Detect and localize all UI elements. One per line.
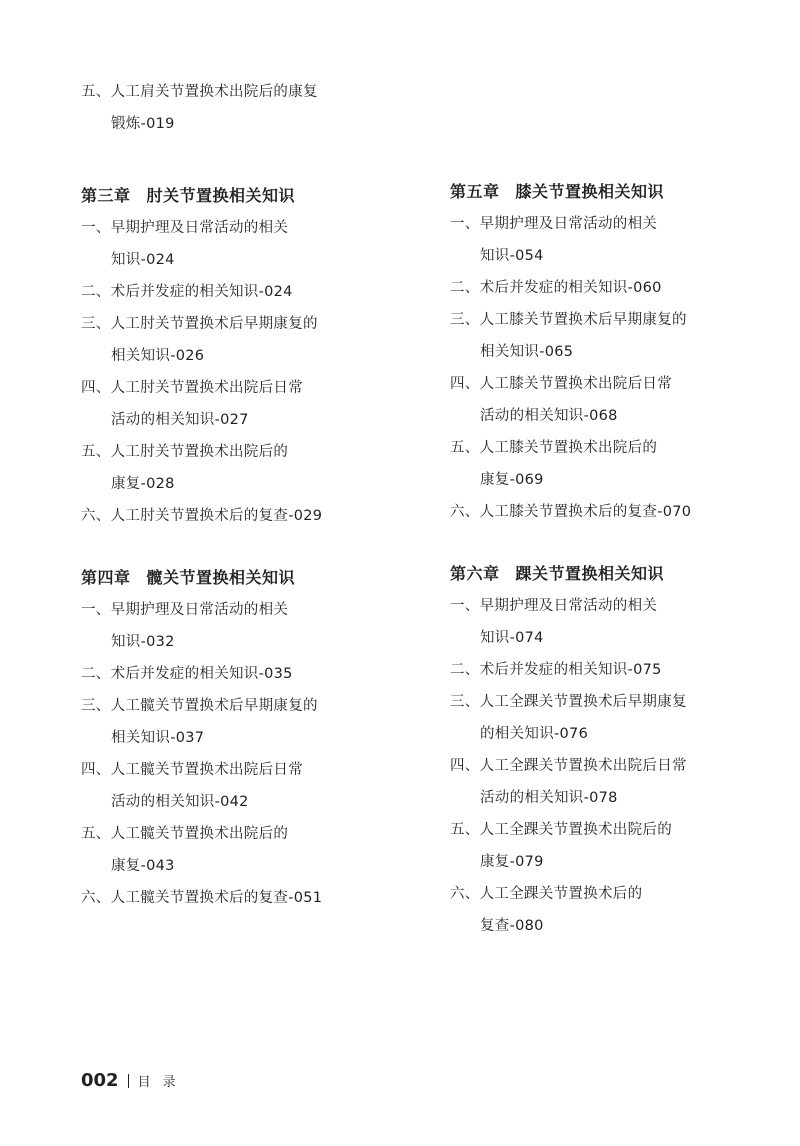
toc-entry[interactable] xyxy=(450,818,780,882)
chapter-title: 踝关节置换相关知识 xyxy=(515,564,665,583)
toc-entry[interactable] xyxy=(450,882,780,946)
toc-entry-line: 二、术后并发症的相关知识-075 xyxy=(450,662,662,678)
toc-entry-line: 六、人工髋关节置换术后的复查-051 xyxy=(81,890,323,906)
toc-entry[interactable] xyxy=(450,372,780,436)
toc-right-column xyxy=(450,180,780,946)
toc-entry-line: 一、早期护理及日常活动的相关 xyxy=(450,216,658,232)
toc-entry-line: 一、早期护理及日常活动的相关 xyxy=(450,598,658,614)
toc-entry[interactable] xyxy=(450,594,780,658)
toc-entry-line: 五、人工髋关节置换术出院后的 xyxy=(81,826,289,842)
toc-entry-line-cont: 康复-069 xyxy=(480,472,544,488)
toc-entry-line-cont: 活动的相关知识-042 xyxy=(111,794,249,810)
toc-entry-line-cont: 知识-054 xyxy=(480,248,544,264)
toc-entry-line: 二、术后并发症的相关知识-060 xyxy=(450,280,662,296)
toc-entry-line-cont: 锻炼-019 xyxy=(111,116,175,132)
toc-entry[interactable] xyxy=(81,822,411,886)
toc-entry-line: 四、人工膝关节置换术出院后日常 xyxy=(450,376,672,392)
toc-entry-line: 六、人工肘关节置换术后的复查-029 xyxy=(81,508,323,524)
footer-divider xyxy=(128,1074,129,1088)
footer-section-title: 目录 xyxy=(137,1075,188,1090)
chapter-number: 第五章 xyxy=(450,182,500,201)
page-number: 002 xyxy=(81,1070,119,1091)
chapter-heading-4[interactable] xyxy=(81,566,411,598)
chapter-number: 第四章 xyxy=(81,568,131,587)
toc-entry-line: 三、人工全踝关节置换术后早期康复 xyxy=(450,694,687,710)
chapter-number: 第三章 xyxy=(81,186,131,205)
toc-entry[interactable] xyxy=(81,598,411,662)
toc-entry-line-cont: 相关知识-065 xyxy=(480,344,574,360)
chapter-heading-3[interactable] xyxy=(81,184,411,216)
toc-entry-line: 三、人工髋关节置换术后早期康复的 xyxy=(81,698,318,714)
toc-entry[interactable] xyxy=(450,658,780,690)
toc-entry-line-cont: 相关知识-037 xyxy=(111,730,205,746)
toc-entry-line: 三、人工肘关节置换术后早期康复的 xyxy=(81,316,318,332)
toc-entry-line-cont: 知识-024 xyxy=(111,252,175,268)
toc-entry-top[interactable] xyxy=(81,80,411,144)
toc-entry-line-cont: 康复-079 xyxy=(480,854,544,870)
toc-entry[interactable] xyxy=(81,312,411,376)
toc-entry-line: 一、早期护理及日常活动的相关 xyxy=(81,602,289,618)
toc-entry-line-cont: 复查-080 xyxy=(480,918,544,934)
toc-entry-line-cont: 康复-043 xyxy=(111,858,175,874)
toc-entry-line: 四、人工髋关节置换术出院后日常 xyxy=(81,762,303,778)
toc-entry-line: 四、人工肘关节置换术出院后日常 xyxy=(81,380,303,396)
toc-entry[interactable] xyxy=(81,440,411,504)
toc-entry-line: 六、人工全踝关节置换术后的 xyxy=(450,886,643,902)
toc-entry[interactable] xyxy=(450,436,780,500)
toc-entry[interactable] xyxy=(81,662,411,694)
toc-entry-line: 四、人工全踝关节置换术出院后日常 xyxy=(450,758,687,774)
chapter-heading-6[interactable] xyxy=(450,562,780,594)
toc-entry-line: 二、术后并发症的相关知识-035 xyxy=(81,666,293,682)
toc-entry[interactable] xyxy=(81,694,411,758)
chapter-title: 膝关节置换相关知识 xyxy=(515,182,665,201)
toc-entry-line-cont: 知识-074 xyxy=(480,630,544,646)
toc-entry[interactable] xyxy=(450,308,780,372)
toc-entry[interactable] xyxy=(450,500,780,532)
toc-entry-line-cont: 相关知识-026 xyxy=(111,348,205,364)
toc-entry-line: 五、人工膝关节置换术出院后的 xyxy=(450,440,658,456)
chapter-heading-5[interactable] xyxy=(450,180,780,212)
toc-entry[interactable] xyxy=(81,280,411,312)
toc-entry[interactable] xyxy=(450,276,780,308)
toc-entry[interactable] xyxy=(81,758,411,822)
toc-entry[interactable] xyxy=(81,504,411,536)
toc-entry-line-cont: 活动的相关知识-078 xyxy=(480,790,618,806)
toc-left-column xyxy=(81,80,411,918)
toc-entry[interactable] xyxy=(81,886,411,918)
toc-entry-line: 五、人工肘关节置换术出院后的 xyxy=(81,444,289,460)
toc-entry[interactable] xyxy=(81,216,411,280)
toc-entry-line-cont: 的相关知识-076 xyxy=(480,726,589,742)
toc-entry[interactable] xyxy=(450,212,780,276)
toc-entry-line: 一、早期护理及日常活动的相关 xyxy=(81,220,289,236)
toc-entry[interactable] xyxy=(450,690,780,754)
chapter-number: 第六章 xyxy=(450,564,500,583)
toc-entry-line: 三、人工膝关节置换术后早期康复的 xyxy=(450,312,687,328)
toc-entry-line: 五、人工肩关节置换术出院后的康复 xyxy=(81,84,318,100)
chapter-title: 髋关节置换相关知识 xyxy=(146,568,296,587)
toc-entry-line-cont: 活动的相关知识-068 xyxy=(480,408,618,424)
toc-entry-line: 六、人工膝关节置换术后的复查-070 xyxy=(450,504,692,520)
toc-entry-line-cont: 康复-028 xyxy=(111,476,175,492)
toc-entry-line: 五、人工全踝关节置换术出院后的 xyxy=(450,822,672,838)
page-footer xyxy=(81,1070,188,1091)
toc-entry[interactable] xyxy=(81,376,411,440)
chapter-title: 肘关节置换相关知识 xyxy=(146,186,296,205)
toc-entry[interactable] xyxy=(450,754,780,818)
toc-entry-line: 二、术后并发症的相关知识-024 xyxy=(81,284,293,300)
toc-entry-line-cont: 活动的相关知识-027 xyxy=(111,412,249,428)
toc-entry-line-cont: 知识-032 xyxy=(111,634,175,650)
